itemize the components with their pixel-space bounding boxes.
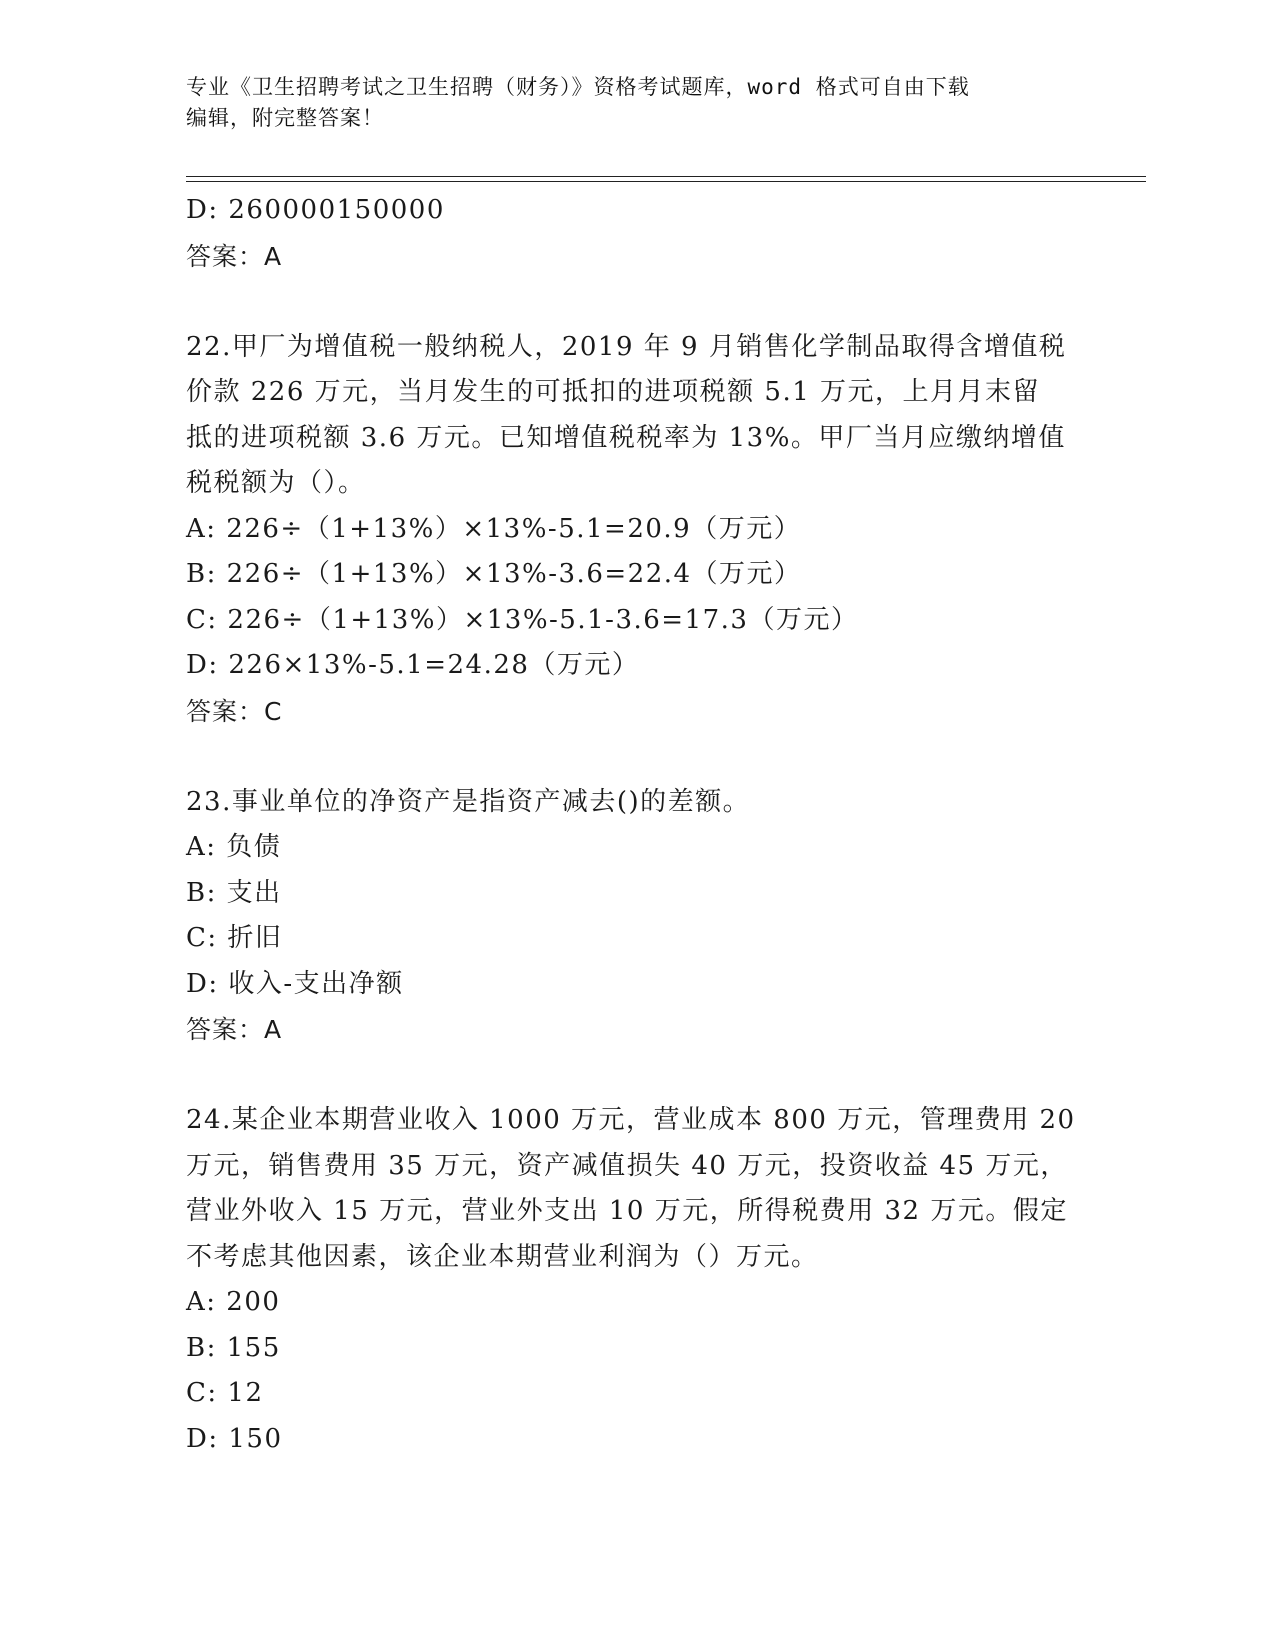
- question-22-line-4: 税税额为（）。: [186, 468, 366, 498]
- document-header: [186, 72, 1066, 134]
- question-23-answer: 答案：A: [186, 1015, 283, 1044]
- header-line-2: 编辑，附完整答案！: [186, 106, 384, 130]
- question-24-line-3: 营业外收入 15 万元，营业外支出 10 万元，所得税费用 32 万元。假定: [186, 1196, 1068, 1226]
- document-body: [186, 188, 1086, 1462]
- question-23: [186, 780, 1086, 826]
- prev-answer: 答案：A: [186, 241, 283, 271]
- question-22-line-3: 抵的进项税额 3.6 万元。已知增值税税率为 13%。甲厂当月应缴纳增值: [186, 422, 1066, 453]
- header-line-1: 专业《卫生招聘考试之卫生招聘（财务）》资格考试题库，word 格式可自由下载: [186, 75, 970, 99]
- question-24: [186, 1098, 1086, 1280]
- prev-option-d: D: 260000150000: [186, 195, 445, 225]
- question-24-option-a: A: 200: [186, 1287, 281, 1317]
- question-23-option-a: A: 负债: [186, 832, 282, 862]
- question-22: [186, 325, 1086, 507]
- question-23-option-b: B: 支出: [186, 877, 282, 908]
- question-22-option-d: D: 226×13%-5.1=24.28（万元）: [186, 650, 640, 680]
- question-22-line-1: 22.甲厂为增值税一般纳税人，2019 年 9 月销售化学制品取得含增值税: [186, 331, 1067, 362]
- question-22-option-c: C: 226÷（1+13%）×13%-5.1-3.6=17.3（万元）: [186, 604, 859, 635]
- question-23-option-c: C: 折旧: [186, 923, 283, 953]
- spacer: [186, 1053, 1086, 1099]
- question-24-line-1: 24.某企业本期营业收入 1000 万元，营业成本 800 万元，管理费用 20: [186, 1105, 1076, 1135]
- question-24-line-4: 不考虑其他因素，该企业本期营业利润为（）万元。: [186, 1241, 819, 1272]
- question-24-option-b: B: 155: [186, 1332, 281, 1363]
- spacer: [186, 279, 1086, 325]
- question-22-answer: 答案：C: [186, 696, 283, 726]
- question-23-option-d: D: 收入-支出净额: [186, 968, 404, 999]
- question-22-line-2: 价款 226 万元，当月发生的可抵扣的进项税额 5.1 万元，上月月末留: [186, 377, 1041, 407]
- question-24-option-d: D: 150: [186, 1423, 283, 1454]
- question-22-option-b: B: 226÷（1+13%）×13%-3.6=22.4（万元）: [186, 559, 802, 589]
- header-divider-bottom: [186, 181, 1146, 182]
- question-24-option-c: C: 12: [186, 1378, 264, 1408]
- spacer: [186, 734, 1086, 780]
- question-24-line-2: 万元，销售费用 35 万元，资产减值损失 40 万元，投资收益 45 万元，: [186, 1150, 1068, 1181]
- question-22-option-a: A: 226÷（1+13%）×13%-5.1=20.9（万元）: [186, 513, 802, 544]
- question-23-line-1: 23.事业单位的净资产是指资产减去()的差额。: [186, 786, 751, 817]
- header-divider-top: [186, 176, 1146, 177]
